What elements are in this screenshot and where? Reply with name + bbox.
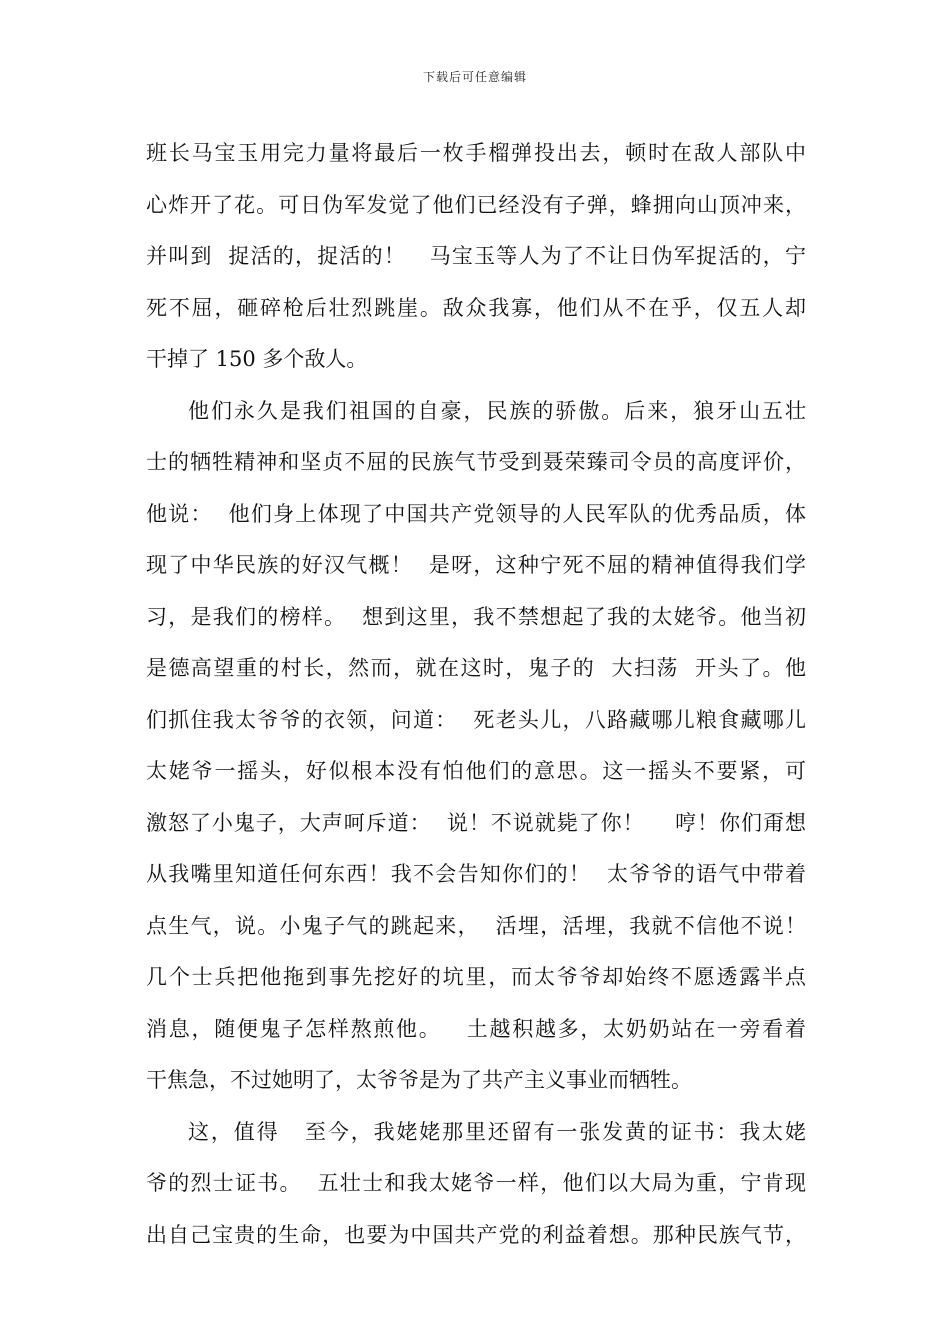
text-line: 习，是我们的榜样。 想到这里，我不禁想起了我的太姥爷。他当初 (146, 604, 806, 629)
paragraph (146, 386, 806, 1107)
text-line: 激怒了小鬼子，大声呵斥道： 说！不说就毙了你！ 哼！你们甭想 (146, 810, 806, 835)
text-line: 这，值得 至今，我姥姥那里还留有一张发黄的证书：我太姥 (188, 1119, 806, 1144)
text-line: 干掉了 150 多个敌人。 (146, 347, 368, 371)
paragraph (146, 1107, 806, 1262)
text-line: 心炸开了花。可日伪军发觉了他们已经没有子弹，蜂拥向山顶冲来， (146, 192, 806, 217)
text-line: 班长马宝玉用完力量将最后一枚手榴弹投出去，顿时在敌人部队中 (146, 141, 806, 165)
text-line: 消息，随便鬼子怎样熬煎他。 土越积越多，太奶奶站在一旁看着 (146, 1016, 806, 1041)
text-line: 点生气，说。小鬼子气的跳起来， 活埋，活埋，我就不信他不说！ (146, 913, 806, 938)
text-line: 士的牺牲精神和坚贞不屈的民族气节受到聂荣臻司令员的高度评价， (146, 450, 806, 474)
text-line: 们抓住我太爷爷的衣领，问道： 死老头儿，八路藏哪儿粮食藏哪儿 (146, 707, 806, 732)
text-line: 他说： 他们身上体现了中国共产党领导的人民军队的优秀品质，体 (146, 501, 806, 526)
text-line: 出自己宝贵的生命，也要为中国共产党的利益着想。那种民族气节， (146, 1222, 806, 1247)
text-line: 死不屈，砸碎枪后壮烈跳崖。敌众我寡，他们从不在乎，仅五人却 (146, 295, 806, 320)
text-line: 几个士兵把他拖到事先挖好的坑里，而太爷爷却始终不愿透露半点 (146, 965, 806, 989)
text-line: 从我嘴里知道任何东西！我不会告知你们的！ 太爷爷的语气中带着 (146, 862, 806, 886)
page-header-note: 下载后可任意编辑 (422, 70, 527, 84)
text-line: 他们永久是我们祖国的自豪，民族的骄傲。后来，狼牙山五壮 (188, 398, 806, 423)
text-line: 现了中华民族的好汉气概！ 是呀，这种宁死不屈的精神值得我们学 (146, 553, 806, 577)
document-body (146, 128, 806, 1261)
text-line: 干焦急，不过她明了，太爷爷是为了共产主义事业而牺牲。 (146, 1068, 692, 1092)
paragraph (146, 128, 806, 386)
text-line: 并叫到 捉活的，捉活的！ 马宝玉等人为了不让日伪军捉活的，宁 (146, 244, 806, 268)
text-line: 太姥爷一摇头，好似根本没有怕他们的意思。这一摇头不要紧，可 (146, 759, 806, 783)
text-line: 是德高望重的村长，然而，就在这时，鬼子的 大扫荡 开头了。他 (146, 656, 806, 680)
text-line: 爷的烈士证书。 五壮士和我太姥爷一样，他们以大局为重，宁肯现 (146, 1171, 806, 1195)
